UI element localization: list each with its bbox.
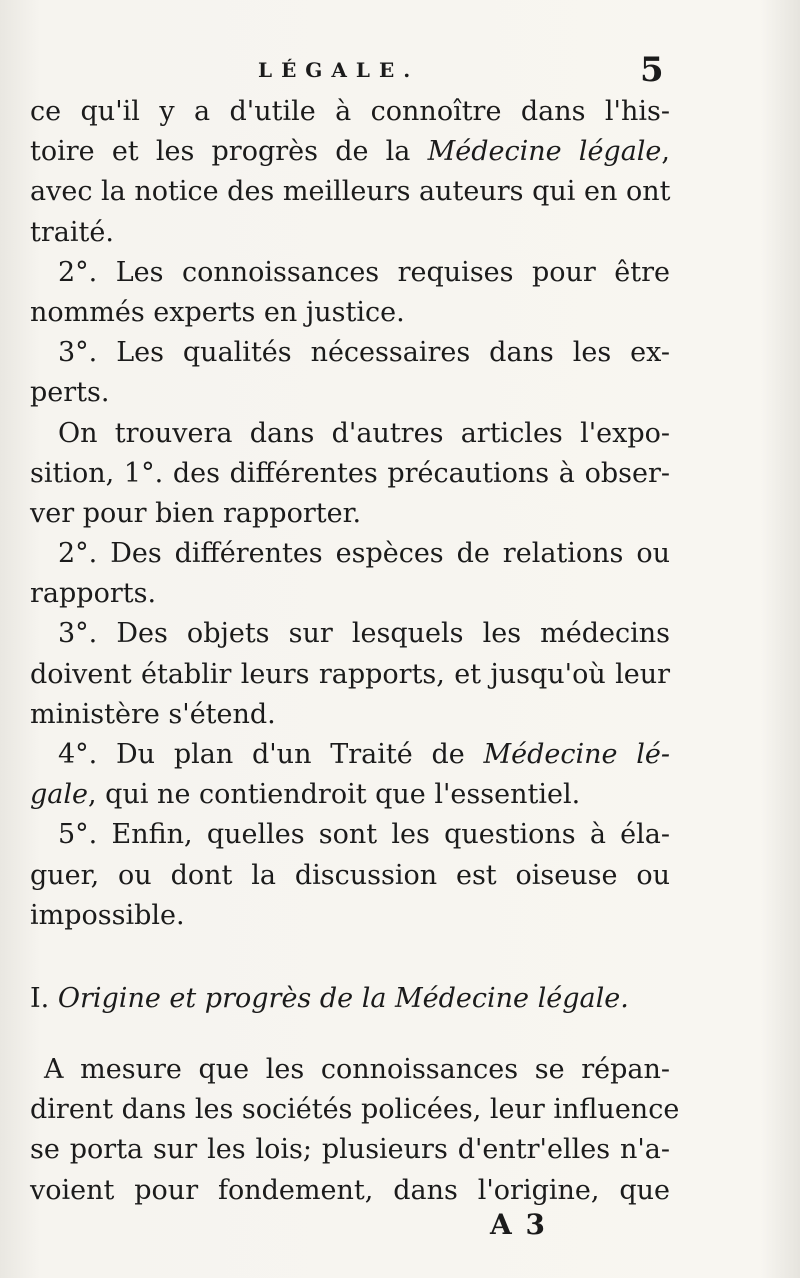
text-line: guer, ou dont la discussion est oiseuse ou <box>30 859 670 891</box>
text-line: 3°. Des objets sur lesquels les médecins <box>58 618 670 650</box>
text-line: perts. <box>30 377 110 409</box>
text-line: A mesure que les connoissances se répan- <box>44 1053 670 1085</box>
section-number: I. <box>30 982 50 1014</box>
section-title: Origine et progrès de la Médecine légale. <box>57 982 629 1014</box>
italic-term: gale <box>30 779 88 811</box>
text-line: ver pour bien rapporter. <box>30 497 362 529</box>
text-span: , qui ne contiendroit que l'essentiel. <box>88 779 581 811</box>
text-line: impossible. <box>30 899 185 931</box>
body-text <box>30 92 680 1211</box>
text-span: 4°. Du plan d'un Traité de <box>58 739 484 770</box>
text-line: 3°. Les qualités nécessaires dans les ex- <box>58 337 670 369</box>
text-line: 5°. Enfin, quelles sont les questions à éla- <box>58 819 670 851</box>
page-number: 5 <box>640 50 664 90</box>
text-line: traité. <box>30 216 114 248</box>
text-line: ministère s'étend. <box>30 698 276 730</box>
text-span: toire et les progrès de la <box>30 136 428 168</box>
text-line: ce qu'il y a d'utile à connoître dans l'his- <box>30 96 670 127</box>
text-line: rapports. <box>30 578 157 610</box>
text-line: se porta sur les lois; plusieurs d'entr'elles n'a- <box>30 1134 670 1166</box>
text-span: , <box>661 136 671 168</box>
running-head <box>0 52 800 92</box>
text-line: dirent dans les sociétés policées, leur influence <box>30 1094 680 1126</box>
running-title: LÉGALE. <box>258 58 420 82</box>
italic-term: Médecine lé- <box>483 739 670 770</box>
spacer <box>30 936 670 976</box>
italic-term: Médecine légale <box>427 136 662 168</box>
text-line: doivent établir leurs rapports, et jusqu'où leur <box>30 658 670 690</box>
text-line: nommés experts en justice. <box>30 296 405 328</box>
text-line: voient pour fondement, dans l'origine, que <box>30 1174 670 1206</box>
signature-mark: A 3 <box>490 1208 547 1241</box>
text-line <box>30 775 670 815</box>
text-line: avec la notice des meilleurs auteurs qui en ont <box>30 176 671 208</box>
text-line <box>30 735 670 775</box>
section-heading <box>30 976 670 1022</box>
text-line: On trouvera dans d'autres articles l'expo- <box>58 417 670 449</box>
text-line: sition, 1°. des différentes précautions à obser- <box>30 457 670 489</box>
text-line: 2°. Des différentes espèces de relations ou <box>58 538 670 570</box>
text-line <box>30 132 670 172</box>
spacer <box>30 1022 670 1050</box>
text-line: 2°. Les connoissances requises pour être <box>58 256 670 288</box>
